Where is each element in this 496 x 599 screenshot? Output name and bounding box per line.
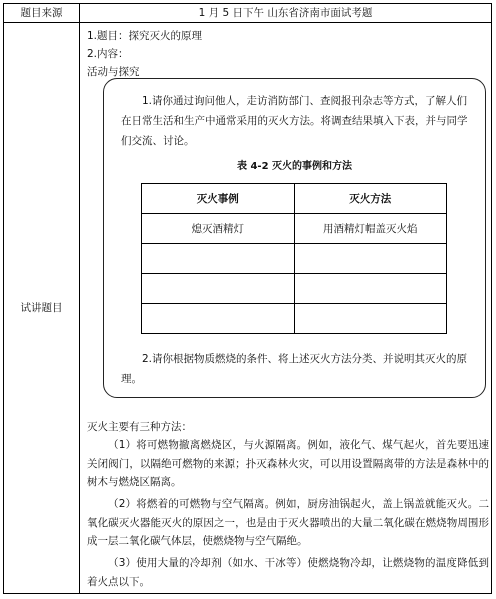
table-cell [294, 274, 447, 304]
topic-content [80, 22, 491, 593]
table-cell [142, 244, 295, 274]
table-row [142, 304, 447, 334]
methods-intro: 灭火主要有三种方法： [87, 421, 192, 433]
activity-box [103, 78, 486, 398]
method-paragraph-3: （3）使用大量的冷却剂（如水、干冰等）使燃烧物冷却，让燃烧物的温度降低到着火点以下。 [87, 557, 489, 588]
table-header-cell: 灭火事例 [142, 184, 295, 214]
activity-instruction-2: 2.请你根据物质燃烧的条件、将上述灭火方法分类、并说明其灭火的原理。 [121, 353, 468, 385]
content-label: 2.内容： [87, 48, 129, 60]
side-label-text: 试讲题目 [20, 302, 63, 314]
table-header-cell: 灭火方法 [294, 184, 447, 214]
table-caption: 表 4-2 灭火的事例和方法 [236, 161, 353, 172]
table-cell [142, 274, 295, 304]
exam-sheet [3, 3, 492, 594]
method-paragraph-1: （1）将可燃物撤离燃烧区，与火源隔离。例如，液化气、煤气起火，首先要迅速关闭阀门，以隔绝可燃物的来源；扑灭森林火灾，可以用设置隔离带的方法是森林中的树木与燃烧区隔离。 [87, 439, 489, 488]
table-header-row [142, 184, 447, 214]
table-cell: 熄灭酒精灯 [142, 214, 295, 244]
table-row [142, 214, 447, 244]
method-paragraph-2: （2）将燃着的可燃物与空气隔离。例如，厨房油锅起火，盖上锅盖就能灭火。二氧化碳灭火器能灭火的原因之一，也是由于灭火器喷出的大量二氧化碳在燃烧物周围形成一层二氧化碳气体层，使燃烧物与空气隔绝。 [87, 498, 489, 547]
table-row [142, 274, 447, 304]
fire-methods-table [141, 183, 447, 334]
table-row [142, 244, 447, 274]
activity-heading: 活动与探究 [87, 66, 140, 78]
header-source-value: 1 月 5 日下午 山东省济南市面试考题 [198, 7, 373, 19]
table-cell: 用酒精灯帽盖灭火焰 [294, 214, 447, 244]
topic-title: 1.题目：探究灭火的原理 [87, 30, 203, 42]
side-label-topic [4, 22, 79, 593]
table-cell [294, 304, 447, 334]
header-source-label: 题目来源 [20, 7, 63, 19]
table-cell [294, 244, 447, 274]
activity-instruction-1: 1.请你通过询问他人，走访消防部门、查阅报刊杂志等方式，了解人们在日常生活和生产中通常采用的灭火方法。将调查结果填入下表，并与同学们交流、讨论。 [121, 95, 468, 147]
table-cell [142, 304, 295, 334]
